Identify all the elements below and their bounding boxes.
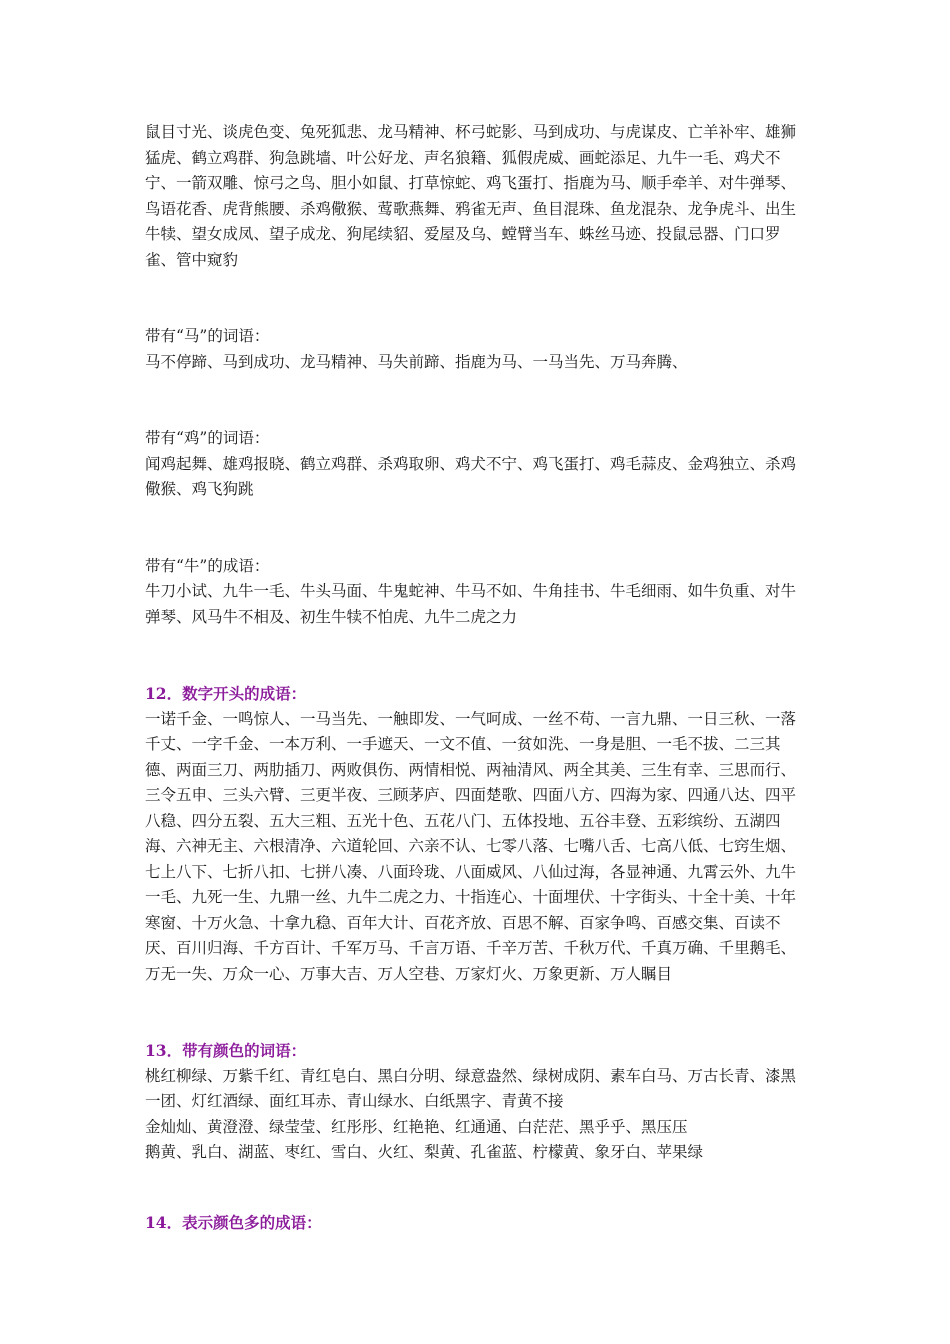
spacer (145, 503, 810, 554)
section-14-heading: 14．表示颜色多的成语： (145, 1212, 322, 1232)
spacer (145, 630, 810, 681)
chicken-words-list: 闻鸡起舞、雄鸡报晓、鹤立鸡群、杀鸡取卵、鸡犬不宁、鸡飞蛋打、鸡毛蒜皮、金鸡独立、杀鸡儆猴、鸡飞狗跳 (145, 454, 797, 498)
spacer (145, 987, 810, 1038)
section-13-heading: 13．带有颜色的词语： (145, 1041, 307, 1060)
section-12-heading: 12．数字开头的成语： (145, 684, 307, 703)
spacer (145, 273, 810, 324)
document-page (145, 120, 810, 1235)
spacer (145, 375, 810, 426)
horse-words-label: 带有“马”的词语： (145, 327, 270, 345)
number-idioms-list: 一诺千金、一鸣惊人、一马当先、一触即发、一气呵成、一丝不苟、一言九鼎、一日三秋、一落千丈、一字千金、一本万利、一手遮天、一文不值、一贫如洗、一身是胆、一毛不拔、二三其德、两面三刀、两肋插刀、两败俱伤、两情相悦、两袖清风、两全其美、三生有幸、三思而行、三令五申、三头六臂、三更半夜、三顾茅庐、四面楚歌、四面八方、四海为家、四通八达、四平八稳、四分五裂、五大三粗、五光十色、五花八门、五体投地、五谷丰登、五彩缤纷、五湖四海、六神无主、六根清净、六道轮回、六亲不认、七零八落、七嘴八舌、七高八低、七窍生烟、七上八下、七折八扣、七拼八凑、八面玲珑、八面威风、八仙过海，各显神通、九霄云外、九牛一毛、九死一生、九鼎一丝、九牛二虎之力、十指连心、十面埋伏、十字街头、十全十美、十年寒窗、十万火急、十拿九稳、百年大计、百花齐放、百思不解、百家争鸣、百感交集、百读不厌、百川归海、千方百计、千军万马、千言万语、千辛万苦、千秋万代、千真万确、千里鹅毛、万无一失、万众一心、万事大吉、万人空巷、万家灯火、万象更新、万人瞩目 (145, 709, 797, 983)
intro-idioms-paragraph: 鼠目寸光、谈虎色变、兔死狐悲、龙马精神、杯弓蛇影、马到成功、与虎谋皮、亡羊补牢、雄狮猛虎、鹤立鸡群、狗急跳墙、叶公好龙、声名狼籍、狐假虎威、画蛇添足、九牛一毛、鸡犬不宁、一箭双雕、惊弓之鸟、胆小如鼠、打草惊蛇、鸡飞蛋打、指鹿为马、顺手牵羊、对牛弹琴、鸟语花香、虎背熊腰、杀鸡儆猴、莺歌燕舞、鸦雀无声、鱼目混珠、鱼龙混杂、龙争虎斗、出生牛犊、望女成凤、望子成龙、狗尾续貂、爱屋及乌、螳臂当车、蛛丝马迹、投鼠忌器、门口罗雀、管中窥豹 (145, 123, 797, 269)
color-words-line-2: 金灿灿、黄澄澄、绿莹莹、红彤彤、红艳艳、红通通、白茫茫、黑乎乎、黑压压 (145, 1117, 688, 1136)
spacer (145, 1166, 810, 1210)
ox-idioms-label: 带有“牛”的成语： (145, 556, 270, 575)
color-words-line-3: 鹅黄、乳白、湖蓝、枣红、雪白、火红、梨黄、孔雀蓝、柠檬黄、象牙白、苹果绿 (145, 1143, 704, 1161)
horse-words-list: 马不停蹄、马到成功、龙马精神、马失前蹄、指鹿为马、一马当先、万马奔腾、 (145, 352, 688, 371)
color-words-line-1: 桃红柳绿、万紫千红、青红皂白、黑白分明、绿意盎然、绿树成阴、素车白马、万古长青、漆黑一团、灯红酒绿、面红耳赤、青山绿水、白纸黑字、青黄不接 (145, 1066, 797, 1110)
ox-idioms-list: 牛刀小试、九牛一毛、牛头马面、牛鬼蛇神、牛马不如、牛角挂书、牛毛细雨、如牛负重、对牛弹琴、风马牛不相及、初生牛犊不怕虎、九牛二虎之力 (145, 582, 797, 626)
chicken-words-label: 带有“鸡”的词语： (145, 429, 270, 447)
